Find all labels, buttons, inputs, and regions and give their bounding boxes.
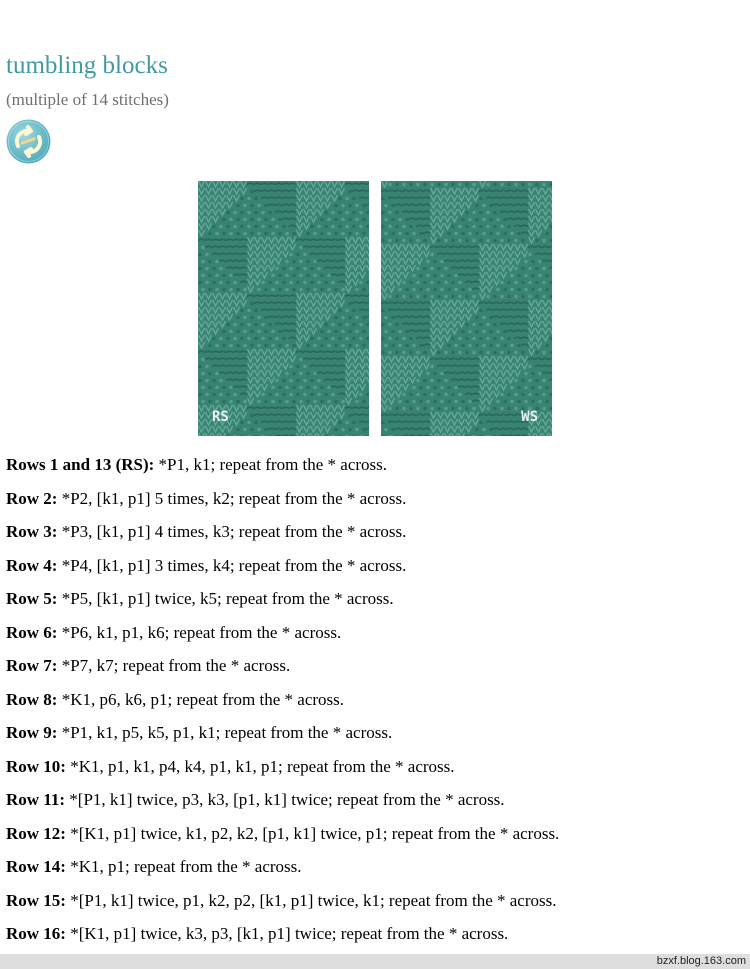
ravelry-link[interactable] (6, 119, 51, 164)
row-label: Row 12: (6, 823, 66, 843)
instruction-row (6, 924, 746, 944)
row-label: Row 2: (6, 488, 58, 508)
ravelry-icon (6, 119, 51, 164)
row-text: *K1, p1; repeat from the * across. (65, 857, 302, 876)
swatch-ws (381, 181, 552, 436)
row-label: Row 7: (6, 656, 58, 675)
stitch-multiple: (multiple of 14 stitches) (6, 90, 169, 109)
row-text: *P2, [k1, p1] 5 times, k2; repeat from the * across. (57, 488, 407, 508)
knit-texture-rs (198, 181, 369, 436)
instruction-row (6, 556, 746, 576)
knit-texture-ws (381, 181, 552, 436)
row-text: *P4, [k1, p1] 3 times, k4; repeat from the * across. (57, 555, 407, 575)
instruction-row (6, 824, 746, 844)
instruction-row (6, 790, 746, 810)
instruction-row (6, 723, 746, 743)
footer-bar (0, 954, 750, 969)
row-text: *P1, k1, p5, k5, p1, k1; repeat from the * across. (57, 723, 393, 742)
instruction-row (6, 656, 746, 676)
row-text: *P3, [k1, p1] 4 times, k3; repeat from the * across. (57, 522, 407, 541)
instruction-row (6, 623, 746, 643)
row-label: Row 11: (6, 790, 66, 809)
row-text: *P7, k7; repeat from the * across. (57, 656, 291, 675)
instruction-row (6, 489, 746, 509)
swatch-rs (198, 181, 369, 436)
row-label: Row 10: (6, 756, 66, 776)
row-label: Rows 1 and 13 (RS): (6, 455, 155, 474)
page-title: tumbling blocks (6, 52, 168, 79)
row-text: *P5, [k1, p1] twice, k5; repeat from the * across. (57, 589, 394, 608)
row-text: *P1, k1; repeat from the * across. (154, 455, 388, 474)
row-label: Row 5: (6, 589, 58, 608)
instruction-row (6, 857, 746, 877)
row-text: *[P1, k1] twice, p3, k3, [p1, k1] twice; repeat from the * across. (65, 790, 505, 809)
swatch-label-rs: RS (212, 409, 229, 425)
row-text: *K1, p6, k6, p1; repeat from the * across. (57, 689, 345, 709)
row-label: Row 16: (6, 924, 66, 943)
watermark: bzxf.blog.163.com (656, 955, 746, 967)
instruction-row (6, 757, 746, 777)
row-text: *P6, k1, p1, k6; repeat from the * across. (57, 622, 342, 642)
row-label: Row 9: (6, 723, 58, 742)
pattern-instructions (6, 455, 746, 958)
instruction-row (6, 522, 746, 542)
row-label: Row 14: (6, 857, 66, 876)
row-text: *[K1, p1] twice, k1, p2, k2, [p1, k1] twice, p1; repeat from the * across. (65, 823, 560, 843)
row-label: Row 3: (6, 522, 58, 541)
row-label: Row 4: (6, 555, 58, 575)
instruction-row (6, 455, 746, 475)
row-text: *K1, p1, k1, p4, k4, p1, k1, p1; repeat from the * across. (65, 756, 455, 776)
instruction-row (6, 891, 746, 911)
row-text: *[K1, p1] twice, k3, p3, [k1, p1] twice; repeat from the * across. (65, 924, 509, 943)
row-label: Row 15: (6, 890, 66, 910)
row-text: *[P1, k1] twice, p1, k2, p2, [k1, p1] twice, k1; repeat from the * across. (65, 890, 557, 910)
row-label: Row 6: (6, 622, 58, 642)
swatch-label-ws: WS (521, 409, 538, 425)
instruction-row (6, 690, 746, 710)
row-label: Row 8: (6, 689, 58, 709)
instruction-row (6, 589, 746, 609)
